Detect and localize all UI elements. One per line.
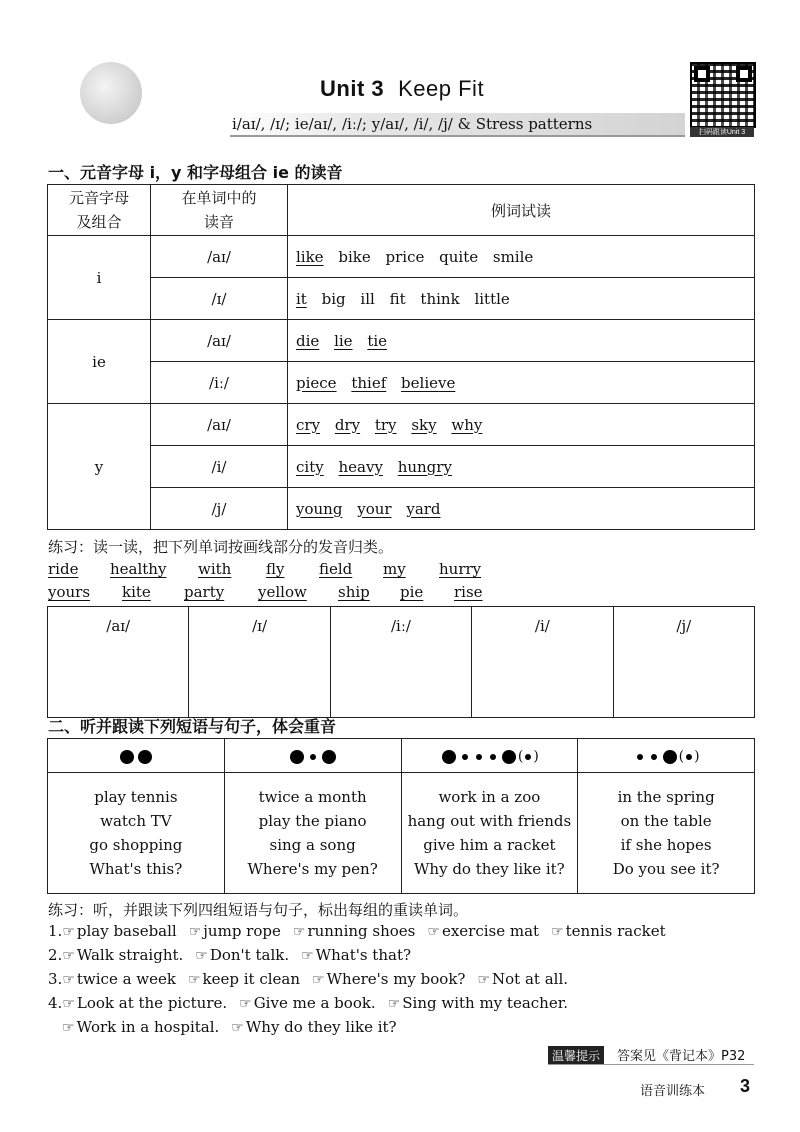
sound-cell: /ɪ/ xyxy=(151,278,288,320)
pointer-icon: ☞ xyxy=(187,972,201,988)
letter-cell: i xyxy=(48,236,151,320)
header-sound: 在单词中的读音 xyxy=(151,185,288,236)
book-name: 语音训练本 xyxy=(640,1084,706,1099)
table-row xyxy=(48,446,755,488)
pointer-icon: ☞ xyxy=(188,924,202,940)
table-row xyxy=(48,488,755,530)
sound-cell: /aɪ/ xyxy=(151,236,288,278)
stress-pattern-4: ( ) xyxy=(578,739,755,773)
sort-cell[interactable]: /i/ xyxy=(472,607,613,718)
example-words: cry dry try sky why xyxy=(288,404,755,446)
sound-cell: /iː/ xyxy=(151,362,288,404)
pointer-icon: ☞ xyxy=(195,948,208,964)
section2-heading: 二、听并跟读下列短语与句子，体会重音 xyxy=(48,717,337,736)
letter-cell: y xyxy=(48,404,151,530)
example-words: die lie tie xyxy=(288,320,755,362)
exercise-line-1: 1.☞ play baseball ☞ jump rope ☞ running shoes ☞ exercise mat ☞ tennis racket xyxy=(48,922,666,940)
unit-title: Unit 3 Keep Fit xyxy=(320,76,485,101)
pointer-icon: ☞ xyxy=(551,924,564,940)
pointer-icon: ☞ xyxy=(427,924,440,940)
stress-pattern-2 xyxy=(224,739,401,773)
stress-table xyxy=(47,738,755,894)
footer-divider xyxy=(548,1064,754,1065)
header-letter: 元音字母及组合 xyxy=(48,185,151,236)
stress-pattern-row xyxy=(48,739,755,773)
phrase-column: in the spring on the table if she hopes Do you see it? xyxy=(578,773,755,894)
exercise-line-4: 4.☞ Look at the picture. ☞ Give me a book. ☞ Sing with my teacher. xyxy=(48,994,569,1012)
section1-heading: 一、元音字母 i，y 和字母组合 ie 的读音 xyxy=(48,163,343,182)
table-row xyxy=(48,236,755,278)
word-row-2: yours kite party yellow ship pie rise xyxy=(48,583,483,601)
pointer-icon: ☞ xyxy=(312,972,325,988)
example-words: it big ill fit think little xyxy=(288,278,755,320)
stress-pattern-3: ( ) xyxy=(401,739,578,773)
pointer-icon: ☞ xyxy=(477,972,491,988)
phrase-column: twice a month play the piano sing a song Where's my pen? xyxy=(224,773,401,894)
practice-instruction-1: 练习：读一读，把下列单词按画线部分的发音归类。 xyxy=(48,538,394,556)
sort-cell[interactable]: /ɪ/ xyxy=(189,607,330,718)
qr-caption: 扫码跟读Unit 3 xyxy=(690,127,754,137)
qr-code-icon[interactable] xyxy=(690,62,756,128)
phrase-column: play tennis watch TV go shopping What's this? xyxy=(48,773,225,894)
vowel-table xyxy=(47,184,755,530)
example-words: piece thief believe xyxy=(288,362,755,404)
phrase-row xyxy=(48,773,755,894)
exercise-line-5: ☞ Work in a hospital. ☞ Why do they like it? xyxy=(62,1018,397,1036)
sort-cell[interactable]: /j/ xyxy=(613,607,754,718)
sort-table[interactable] xyxy=(47,606,755,718)
decorative-circle xyxy=(80,62,142,124)
pointer-icon: ☞ xyxy=(62,1020,75,1036)
sort-cell[interactable]: /iː/ xyxy=(330,607,471,718)
example-words: city heavy hungry xyxy=(288,446,755,488)
pointer-icon: ☞ xyxy=(62,996,75,1012)
vowel-table-header xyxy=(48,185,755,236)
sound-cell: /i/ xyxy=(151,446,288,488)
sound-cell: /aɪ/ xyxy=(151,404,288,446)
pointer-icon: ☞ xyxy=(62,972,75,988)
tip-badge: 温馨提示 xyxy=(548,1046,604,1065)
phrase-column: work in a zoo hang out with friends give him a racket Why do they like it? xyxy=(401,773,578,894)
answer-reference: 答案见《背记本》P32 xyxy=(617,1049,746,1064)
word-row-1: ride healthy with fly field my hurry xyxy=(48,560,482,578)
pointer-icon: ☞ xyxy=(62,948,75,964)
exercise-line-3: 3.☞ twice a week ☞ keep it clean ☞ Where's my book? ☞ Not at all. xyxy=(48,970,569,988)
pointer-icon: ☞ xyxy=(231,1020,244,1036)
sound-cell: /j/ xyxy=(151,488,288,530)
sort-cell[interactable]: /aɪ/ xyxy=(48,607,189,718)
table-row xyxy=(48,404,755,446)
pointer-icon: ☞ xyxy=(239,996,252,1012)
sound-cell: /aɪ/ xyxy=(151,320,288,362)
header-examples: 例词试读 xyxy=(288,185,755,236)
stress-pattern-1 xyxy=(48,739,225,773)
table-row xyxy=(48,320,755,362)
table-row xyxy=(48,362,755,404)
example-words: like bike price quite smile xyxy=(288,236,755,278)
pointer-icon: ☞ xyxy=(292,924,306,940)
pointer-icon: ☞ xyxy=(387,996,401,1012)
practice-instruction-2: 练习：听，并跟读下列四组短语与句子，标出每组的重读单词。 xyxy=(48,901,469,919)
pointer-icon: ☞ xyxy=(301,948,314,964)
exercise-line-2: 2.☞ Walk straight. ☞ Don't talk. ☞ What's that? xyxy=(48,946,412,964)
example-words: young your yard xyxy=(288,488,755,530)
phonetics-line: i/aɪ/, /ɪ/; ie/aɪ/, /iː/; y/aɪ/, /i/, /j/ & Stress patterns xyxy=(232,115,593,133)
page-number: 3 xyxy=(740,1076,751,1096)
table-row xyxy=(48,278,755,320)
pointer-icon: ☞ xyxy=(62,924,75,940)
letter-cell: ie xyxy=(48,320,151,404)
